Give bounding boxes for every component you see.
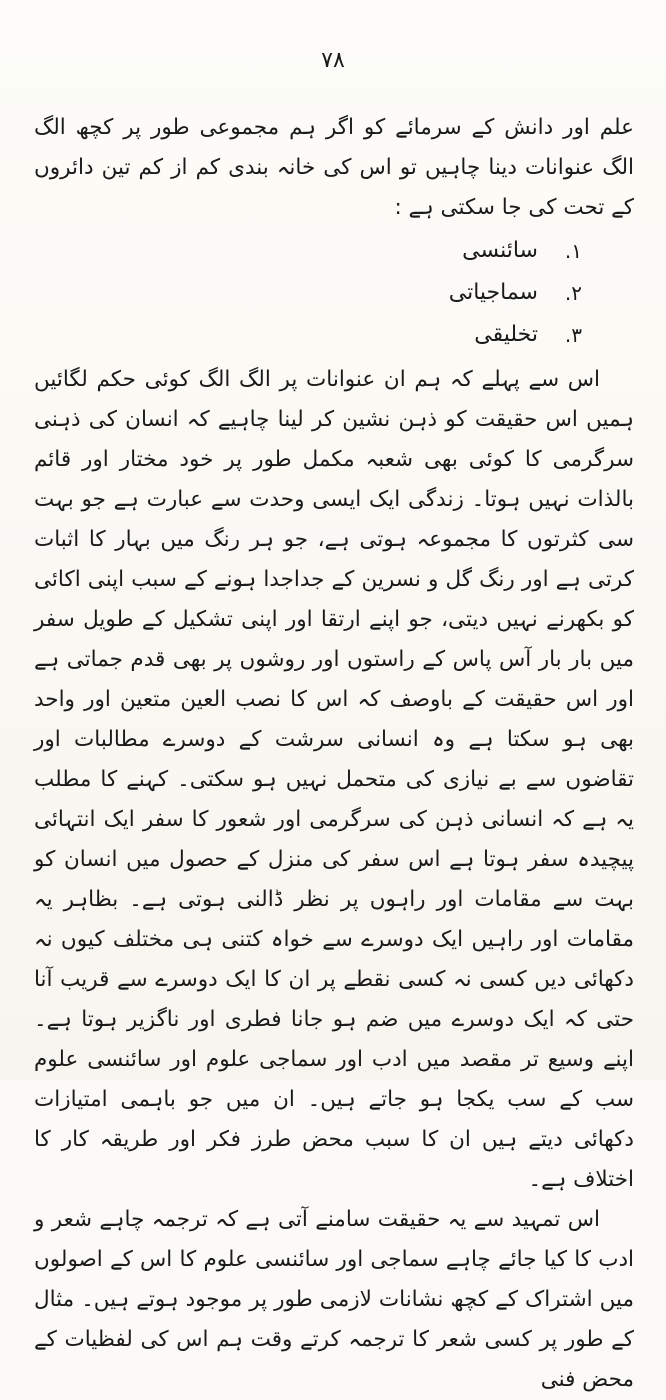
list-item-text: تخلیقی xyxy=(474,322,538,347)
intro-paragraph: علم اور دانش کے سرمائے کو اگر ہم مجموعی طور پر کچھ الگ الگ عنوانات دینا چاہیں تو اس کی خانہ بندی کم از کم تین دائروں کے تحت کی جا سکتی ہے : xyxy=(34,115,634,220)
list-item-text: سائنسی xyxy=(462,238,538,263)
page-number: ٧٨ xyxy=(321,48,345,73)
list-item xyxy=(34,230,582,272)
list-item xyxy=(34,314,582,356)
closing-paragraph: اس تمہید سے یہ حقیقت سامنے آتی ہے کہ ترجمہ چاہے شعر و ادب کا کیا جائے چاہے سماجی اور سائنسی علوم کا اس کے اصولوں میں اشتراک کے کچھ نشانات لازمی طور پر موجود ہوتے ہیں۔ مثال کے طور پر کسی شعر کا ترجمہ کرتے وقت ہم اس کی لفظیات کے محض فنی xyxy=(34,1207,634,1392)
list-item xyxy=(34,272,582,314)
category-list xyxy=(34,230,634,356)
list-item-text: سماجیاتی xyxy=(448,280,538,305)
main-paragraph: اس سے پہلے کہ ہم ان عنوانات پر الگ الگ کوئی حکم لگائیں ہمیں اس حقیقت کو ذہن نشین کر لینا چاہیے کہ انسان کی ذہنی سرگرمی کا کوئی بھی شعبہ مکمل طور پر خود مختار اور قائم بالذات نہیں ہوتا۔ زندگی ایک ایسی وحدت سے عبارت ہے جو بہت سی کثرتوں کا مجموعہ ہوتی ہے، جو ہر رنگ میں بہار کا اثبات کرتی ہے اور رنگ گل و نسرین کے جداجدا ہونے کے سبب اپنی اکائی کو بکھرنے نہیں دیتی، جو اپنے ارتقا اور اپنی تشکیل کے طویل سفر میں بار بار آس پاس کے راستوں اور روشوں پر بھی قدم جماتی ہے اور اس حقیقت کے باوصف کہ اس کا نصب العین متعین اور واحد بھی ہو سکتا ہے وہ انسانی سرشت کے دوسرے مطالبات اور تقاضوں سے بے نیازی کی متحمل نہیں ہو سکتی۔ کہنے کا مطلب یہ ہے کہ انسانی ذہن کی سرگرمی اور شعور کا سفر ایک انتہائی پیچیدہ سفر ہوتا ہے اس سفر کی منزل کے حصول میں انسان کو بہت سے مقامات اور راہوں پر نظر ڈالنی ہوتی ہے۔ بظاہر یہ مقامات اور راہیں ایک دوسرے سے خواہ کتنی ہی مختلف کیوں نہ دکھائی دیں کسی نہ کسی نقطے پر ان کا ایک دوسرے سے قریب آنا حتی کہ ایک دوسرے میں ضم ہو جانا فطری اور ناگزیر ہوتا ہے۔ اپنے وسیع تر مقصد میں ادب اور سماجی علوم اور سائنسی علوم سب کے سب یکجا ہو جاتے ہیں۔ ان میں جو باہمی امتیازات دکھائی دیتے ہیں ان کا سبب محض طرز فکر اور طریقہ کار کا اختلاف ہے۔ xyxy=(34,367,634,1192)
body-text xyxy=(34,108,634,1400)
list-marker: ۲. xyxy=(564,281,582,305)
list-marker: ۱. xyxy=(564,239,582,263)
list-marker: ۳. xyxy=(564,323,582,347)
